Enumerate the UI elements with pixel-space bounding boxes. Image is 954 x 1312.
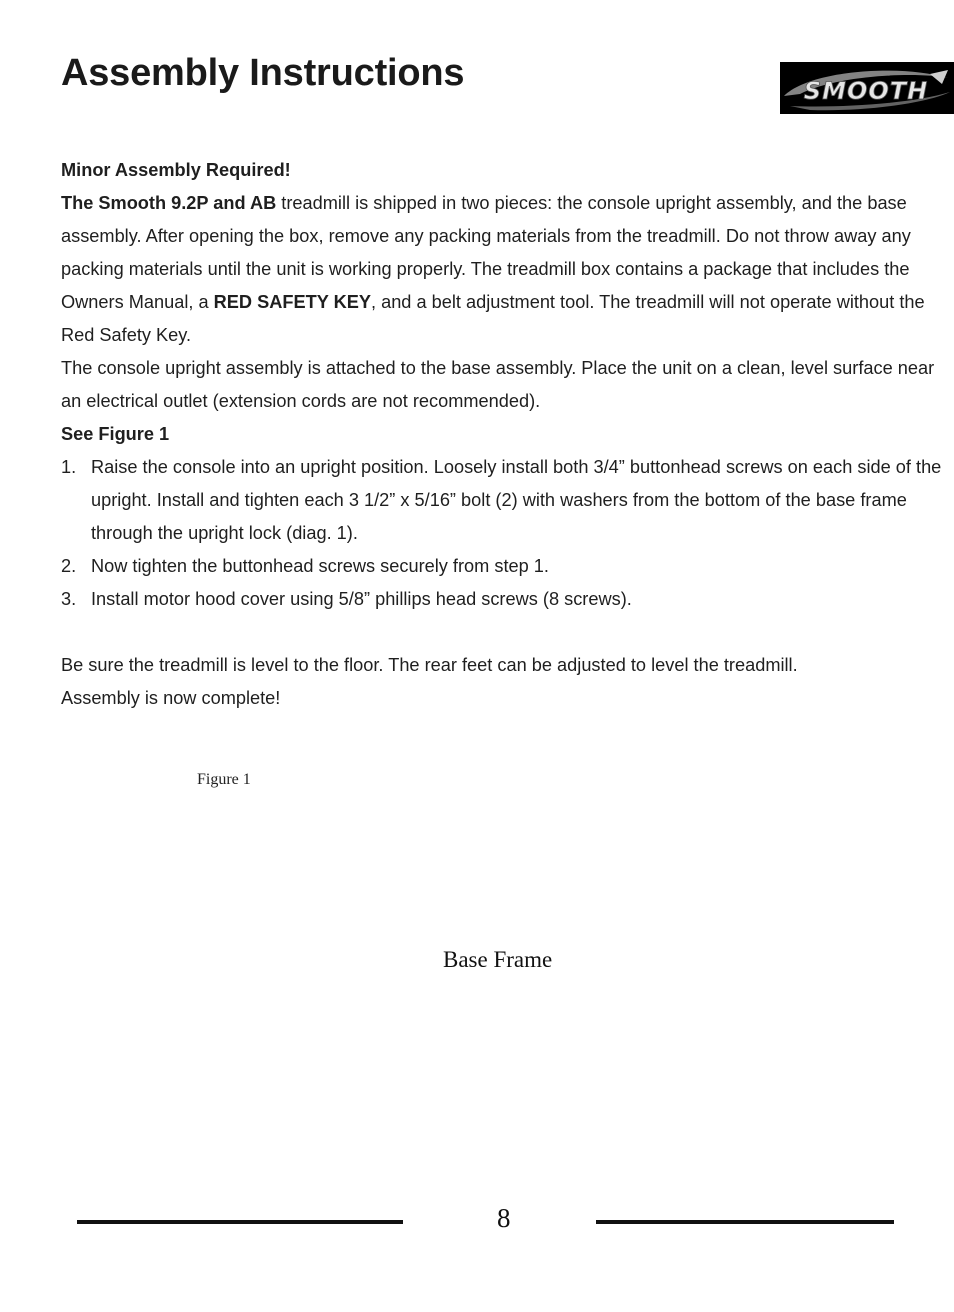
figure-caption: Figure 1 — [197, 771, 251, 788]
step-text: Raise the console into an upright position. Loosely install both 3/4” buttonhead screws on each side of the upright. Install and tighten each 3 1/2” x 5/16” bolt (2) with washers from the bottom of the base frame through the upright lock (diag. 1). — [91, 457, 942, 543]
see-figure-heading: See Figure 1 — [61, 424, 170, 444]
step-number: 1. — [61, 457, 77, 477]
closing-line-1: Be sure the treadmill is level to the floor. The rear feet can be adjusted to level the treadmill. — [61, 655, 798, 675]
spacer — [61, 616, 951, 649]
logo-wordmark: SMOOTH — [803, 77, 929, 105]
intro-paragraph — [61, 187, 951, 352]
intro-text-2: , and a belt adjustment tool. The treadmill will not operate without the Red Safety Key. — [61, 292, 925, 345]
page-number: 8 — [497, 1203, 511, 1233]
placement-paragraph: The console upright assembly is attached to the base assembly. Place the unit on a clean, level surface near an electrical outlet (extension cords are not recommended). — [61, 358, 935, 411]
step-text: Now tighten the buttonhead screws securely from step 1. — [91, 556, 549, 576]
assembly-steps — [61, 451, 951, 616]
intro-text-1: treadmill is shipped in two pieces: the console upright assembly, and the base assembly. After opening the box, remove any packing materials from the treadmill. Do not throw away any packing materials until the unit is working properly. The treadmill box contains a package that includes the Owners Manual, a — [61, 193, 911, 312]
model-name: The Smooth 9.2P and AB — [61, 193, 277, 213]
list-item — [61, 550, 951, 583]
footer-rule-left — [77, 1220, 403, 1224]
page-title: Assembly Instructions — [61, 52, 465, 94]
list-item — [61, 583, 951, 616]
step-text: Install motor hood cover using 5/8” phillips head screws (8 screws). — [91, 589, 632, 609]
footer-rule-right — [596, 1220, 894, 1224]
instructions-body — [61, 154, 951, 715]
subheading: Minor Assembly Required! — [61, 160, 291, 180]
safety-key-text: RED SAFETY KEY — [213, 292, 371, 312]
base-frame-label: Base Frame — [443, 947, 553, 972]
step-number: 2. — [61, 556, 77, 576]
smooth-logo — [780, 62, 954, 114]
closing-line-2: Assembly is now complete! — [61, 688, 281, 708]
list-item — [61, 451, 951, 550]
step-number: 3. — [61, 589, 77, 609]
